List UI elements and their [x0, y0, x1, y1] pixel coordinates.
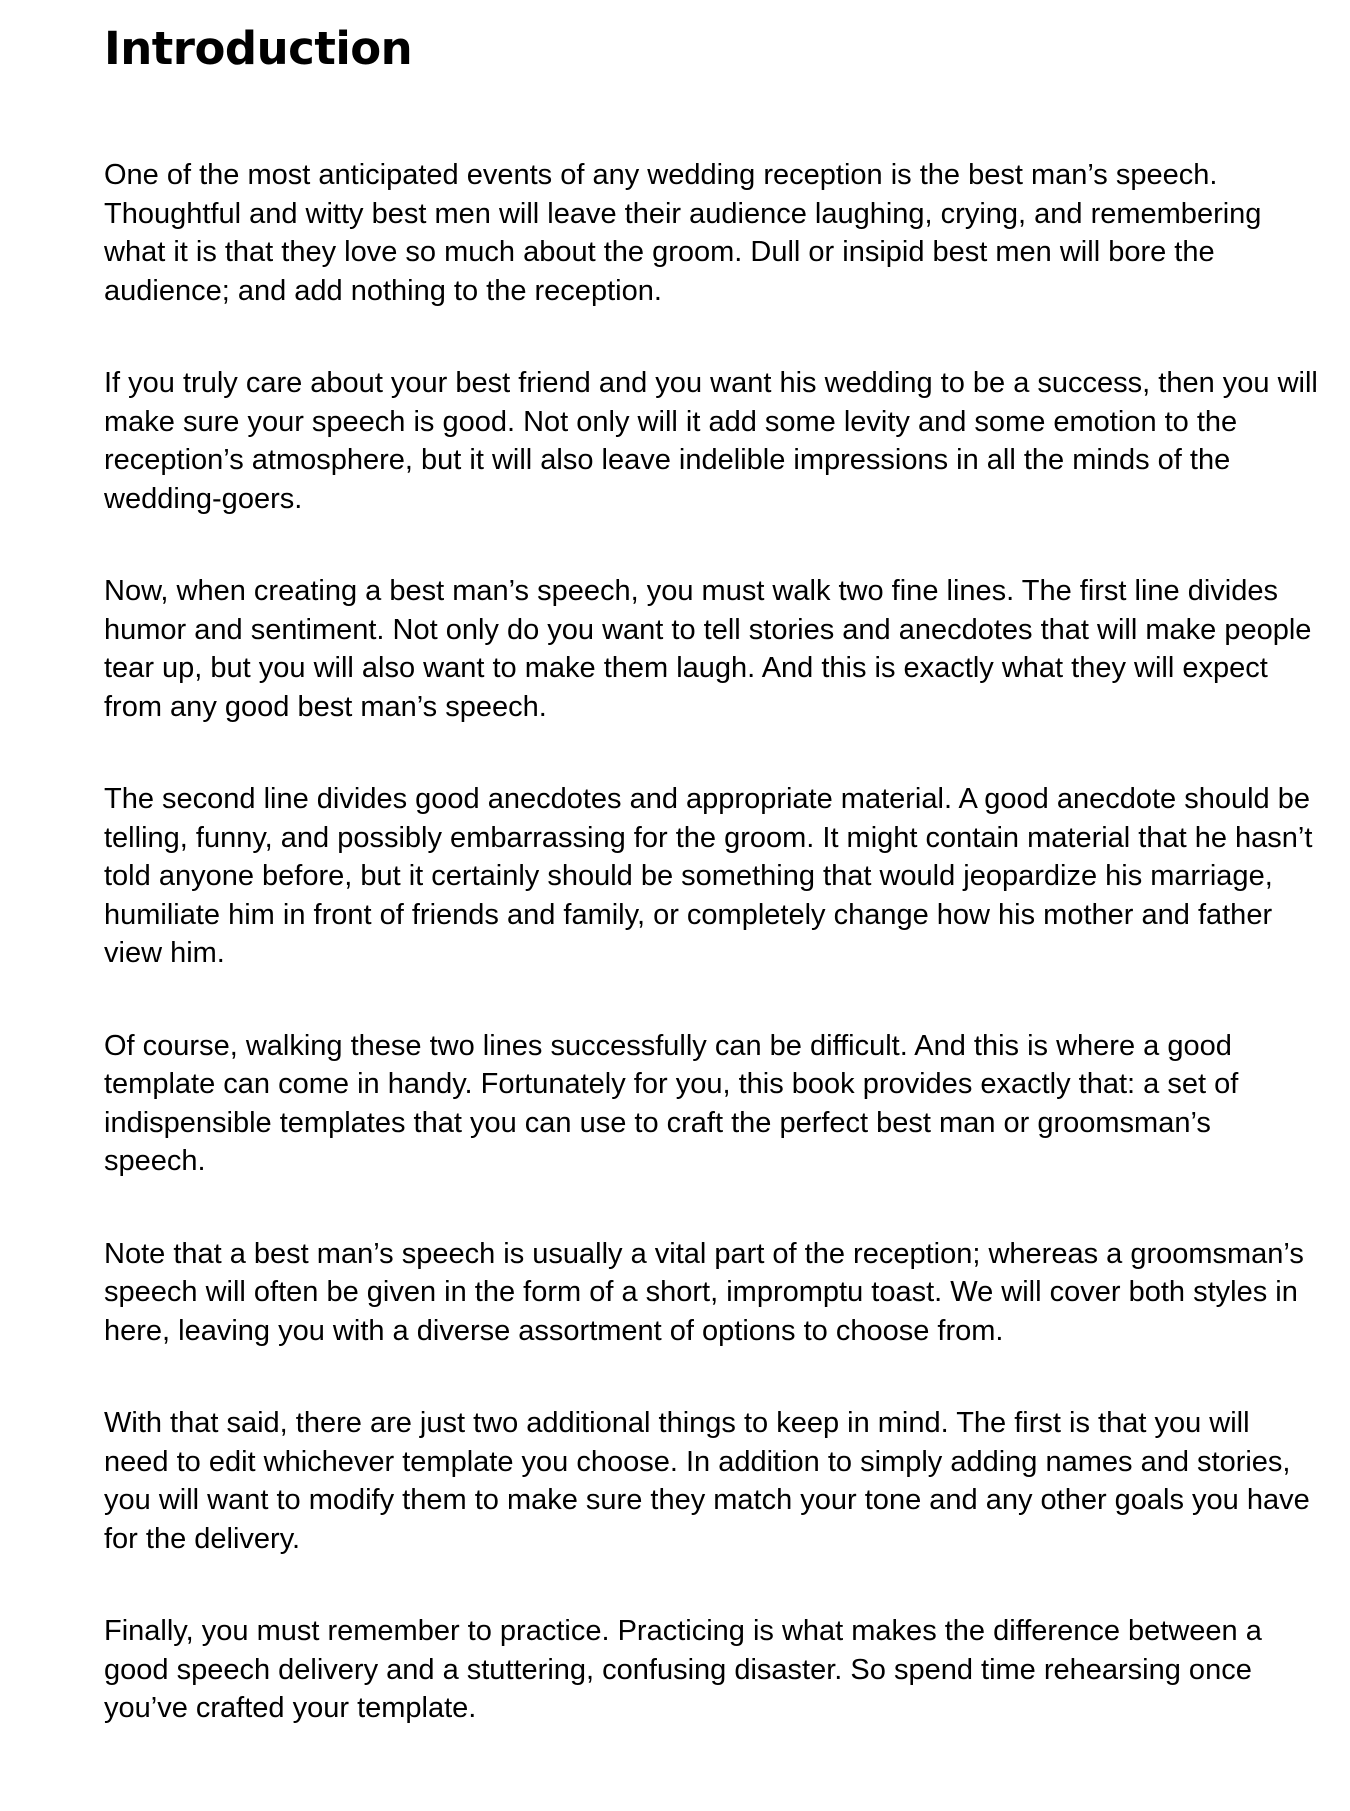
paragraph-5: Of course, walking these two lines successfully can be difficult. And this is where a good template can come in handy. Fortunately for you, this book provides exactly that: a set of indispensible templates that you can use to craft the perfect best man or groomsman’s speech.: [104, 1029, 1239, 1177]
paragraph-6: Note that a best man’s speech is usually a vital part of the reception; whereas a groomsman’s speech will often be given in the form of a short, impromptu toast. We will cover both styles in here, leaving you with a diverse assortment of options to choose from.: [104, 1237, 1304, 1347]
document-page: [104, 22, 1319, 1782]
paragraph-7: With that said, there are just two additional things to keep in mind. The first is that you will need to edit whichever template you choose. In addition to simply adding names and stories, you will want to modify them to make sure they match your tone and any other goals you have for the delivery.: [104, 1407, 1310, 1555]
body-text: [104, 156, 1319, 1728]
paragraph-3: Now, when creating a best man’s speech, you must walk two fine lines. The first line divides humor and sentiment. Not only do you want to tell stories and anecdotes that will make people tear up, but you will also want to make them laugh. And this is exactly what they will expect from any good best man’s speech.: [104, 575, 1312, 723]
paragraph-1: One of the most anticipated events of any wedding reception is the best man’s speech. Thoughtful and witty best men will leave their audience laughing, crying, and remembering what it is that they love so much about the groom. Dull or insipid best men will bore the audience; and add nothing to the reception.: [104, 159, 1262, 307]
paragraph-8: Finally, you must remember to practice. Practicing is what makes the difference between a good speech delivery and a stuttering, confusing disaster. So spend time rehearsing once you’ve crafted your template.: [104, 1615, 1262, 1724]
paragraph-4: The second line divides good anecdotes and appropriate material. A good anecdote should be telling, funny, and possibly embarrassing for the groom. It might contain material that he hasn’t told anyone before, but it certainly should be something that would jeopardize his marriage, humiliate him in front of friends and family, or completely change how his mother and father view him.: [104, 783, 1313, 969]
paragraph-2: If you truly care about your best friend and you want his wedding to be a success, then you will make sure your speech is good. Not only will it add some levity and some emotion to the reception’s atmosphere, but it will also leave indelible impressions in all the minds of the wedding-goers.: [104, 367, 1318, 515]
page-title: Introduction: [104, 22, 413, 75]
